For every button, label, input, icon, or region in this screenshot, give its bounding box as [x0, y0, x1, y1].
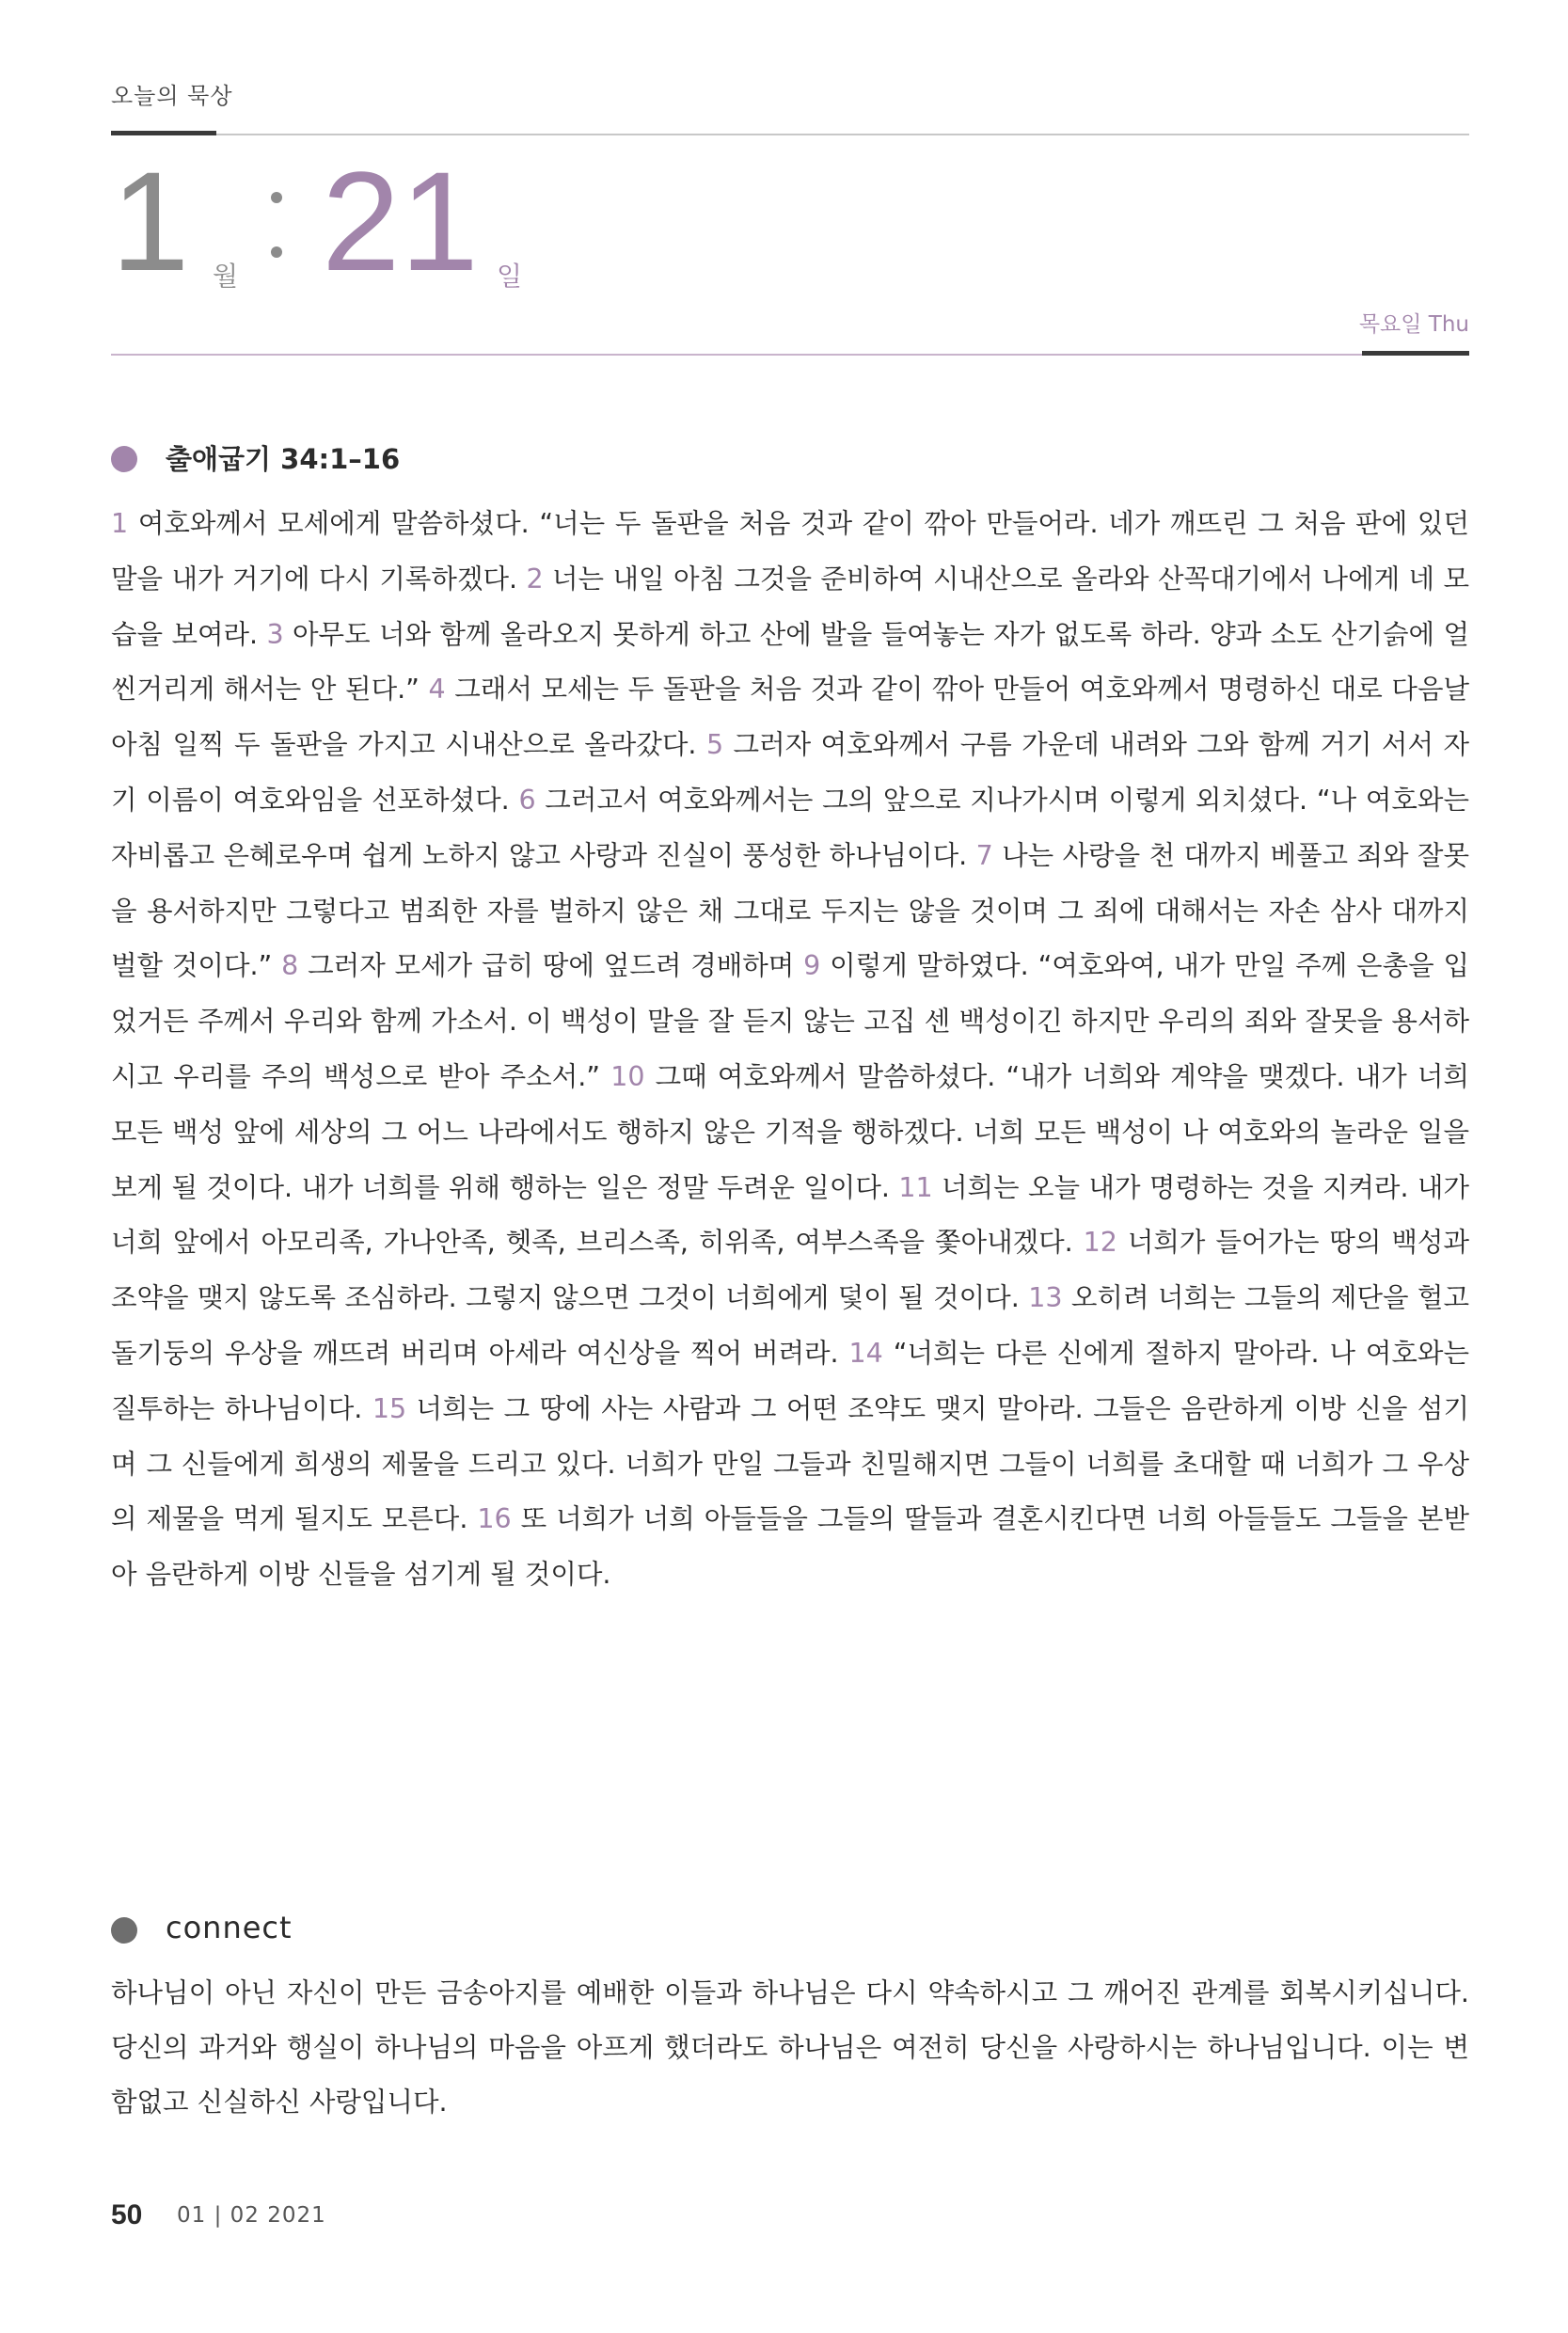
verse-text: 여호와께서 모세에게 말씀하셨다. “너는 두 돌판을 처음 것과 같이 깎아 만들어라. 네가 깨뜨린 그 처음 판에 있던 말을 내가 거기에 다시 기록하겠다.: [111, 508, 1469, 595]
verse-text: 그러고서 여호와께서는 그의 앞으로 지나가시며 이렇게 외치셨다. “나 여호와는 자비롭고 은혜로우며 쉽게 노하지 않고 사랑과 진실이 풍성한 하나님이다.: [111, 784, 1469, 871]
verse-number: 15: [372, 1392, 407, 1424]
verse-number: 2: [526, 563, 544, 595]
verse-number: 10: [610, 1060, 645, 1092]
verse-text: 아무도 너와 함께 올라오지 못하게 하고 산에 발을 들여놓는 자가 없도록 하라. 양과 소도 산기슭에 얼씬거리게 해서는 안 된다.”: [111, 618, 1469, 706]
issue-label: 01 | 02 2021: [177, 2203, 326, 2228]
verse-text: 그래서 모세는 두 돌판을 처음 것과 같이 깎아 만들어 여호와께서 명령하신 대로 다음날 아침 일찍 두 돌판을 가지고 시내산으로 올라갔다.: [111, 674, 1470, 761]
header-divider-accent: [111, 131, 216, 135]
verse-text: “너희는 다른 신에게 절하지 말아라. 나 여호와는 질투하는 하나님이다.: [111, 1337, 1469, 1424]
page-number: 50: [111, 2199, 143, 2230]
verse-text: 또 너희가 너희 아들들을 그들의 딸들과 결혼시킨다면 너희 아들들도 그들을 본받아 음란하게 이방 신들을 섬기게 될 것이다.: [111, 1503, 1469, 1591]
header-divider: [111, 134, 1469, 135]
scripture-reference: 출애굽기 34:1–16: [166, 443, 401, 475]
verse-number: 5: [705, 729, 724, 761]
verse-number: 13: [1028, 1282, 1063, 1314]
connect-body: 하나님이 아닌 자신이 만든 금송아지를 예배한 이들과 하나님은 다시 약속하시고 그 깨어진 관계를 회복시키십니다. 당신의 과거와 행실이 하나님의 마음을 아프게 했더라도 하나님은 여전히 당신을 사랑하시는 하나님입니다. 이는 변함없고 신실하신 사랑입니다.: [111, 1977, 1469, 2118]
verse-text: 그러자 여호와께서 구름 가운데 내려와 그와 함께 거기 서서 자기 이름이 여호와임을 선포하셨다.: [111, 729, 1469, 816]
verse-text: 너희는 오늘 내가 명령하는 것을 지켜라. 내가 너희 앞에서 아모리족, 가나안족, 헷족, 브리스족, 히위족, 여부스족을 쫓아내겠다.: [111, 1171, 1469, 1259]
header: [111, 77, 1469, 110]
section-label: 오늘의 묵상: [111, 83, 233, 109]
verse-text: 이렇게 말하였다. “여호와여, 내가 만일 주께 은총을 입었거든 주께서 우리와 함께 가소서. 이 백성이 말을 잘 듣지 않는 고집 센 백성이긴 하지만 우리의 죄와 잘못을 용서하시고 우리를 주의 백성으로 받아 주소서.”: [111, 950, 1469, 1092]
scripture-heading: [111, 438, 863, 476]
verse-number: 1: [111, 508, 129, 539]
month-unit: 월: [213, 261, 239, 292]
bullet-dot-icon: [111, 446, 137, 472]
date-display: [111, 142, 958, 301]
day-unit: 일: [497, 261, 523, 292]
verse-number: 6: [518, 784, 536, 816]
date-divider: [111, 354, 1469, 356]
bullet-dot-icon: [111, 1917, 137, 1944]
day-number: 21: [322, 142, 479, 300]
verse-number: 12: [1083, 1227, 1117, 1259]
verse-number: 11: [898, 1171, 933, 1203]
verse-text: 너희가 들어가는 땅의 백성과 조약을 맺지 않도록 조심하라. 그렇지 않으면 그것이 너희에게 덫이 될 것이다.: [111, 1227, 1469, 1314]
verse-number: 9: [803, 950, 821, 982]
connect-heading: [111, 1910, 863, 1947]
verse-number: 3: [266, 618, 284, 650]
verse-number: 16: [477, 1503, 512, 1535]
verse-text: 오히려 너희는 그들의 제단을 헐고 돌기둥의 우상을 깨뜨려 버리며 아세라 여신상을 찍어 버려라.: [111, 1282, 1469, 1369]
connect-title: connect: [166, 1910, 293, 1945]
date-colon: [271, 192, 284, 267]
verse-number: 8: [281, 950, 299, 982]
verse-text: 그때 여호와께서 말씀하셨다. “내가 너희와 계약을 맺겠다. 내가 너희 모든 백성 앞에 세상의 그 어느 나라에서도 행하지 않은 기적을 행하겠다. 너희 모든 백성이 나 여호와의 놀라운 일을 보게 될 것이다. 내가 너희를 위해 행하는 일은 정말 두려운 일이다.: [111, 1060, 1469, 1203]
verse-text: 너는 내일 아침 그것을 준비하여 시내산으로 올라와 산꼭대기에서 나에게 네 모습을 보여라.: [111, 563, 1469, 650]
scripture-text: [111, 497, 1469, 1603]
month-number: 1: [111, 142, 190, 300]
verse-text: 나는 사랑을 천 대까지 베풀고 죄와 잘못을 용서하지만 그렇다고 범죄한 자를 벌하지 않은 채 그대로 두지는 않을 것이며 그 죄에 대해서는 자손 삼사 대까지 벌할 것이다.”: [111, 839, 1469, 982]
verse-number: 4: [428, 674, 446, 706]
verse-number: 7: [975, 839, 993, 871]
weekday-label: 목요일 Thu: [1358, 312, 1469, 337]
verse-number: 14: [848, 1337, 883, 1369]
date-divider-accent: [1362, 351, 1469, 356]
verse-text: 그러자 모세가 급히 땅에 엎드려 경배하며: [298, 950, 804, 982]
page-footer: [111, 2199, 675, 2237]
verse-text: 너희는 그 땅에 사는 사람과 그 어떤 조약도 맺지 말아라. 그들은 음란하게 이방 신을 섬기며 그 신들에게 희생의 제물을 드리고 있다. 너희가 만일 그들과 친밀해지면 그들이 너희를 초대할 때 너희가 그 우상의 제물을 먹게 될지도 모른다.: [111, 1392, 1469, 1535]
